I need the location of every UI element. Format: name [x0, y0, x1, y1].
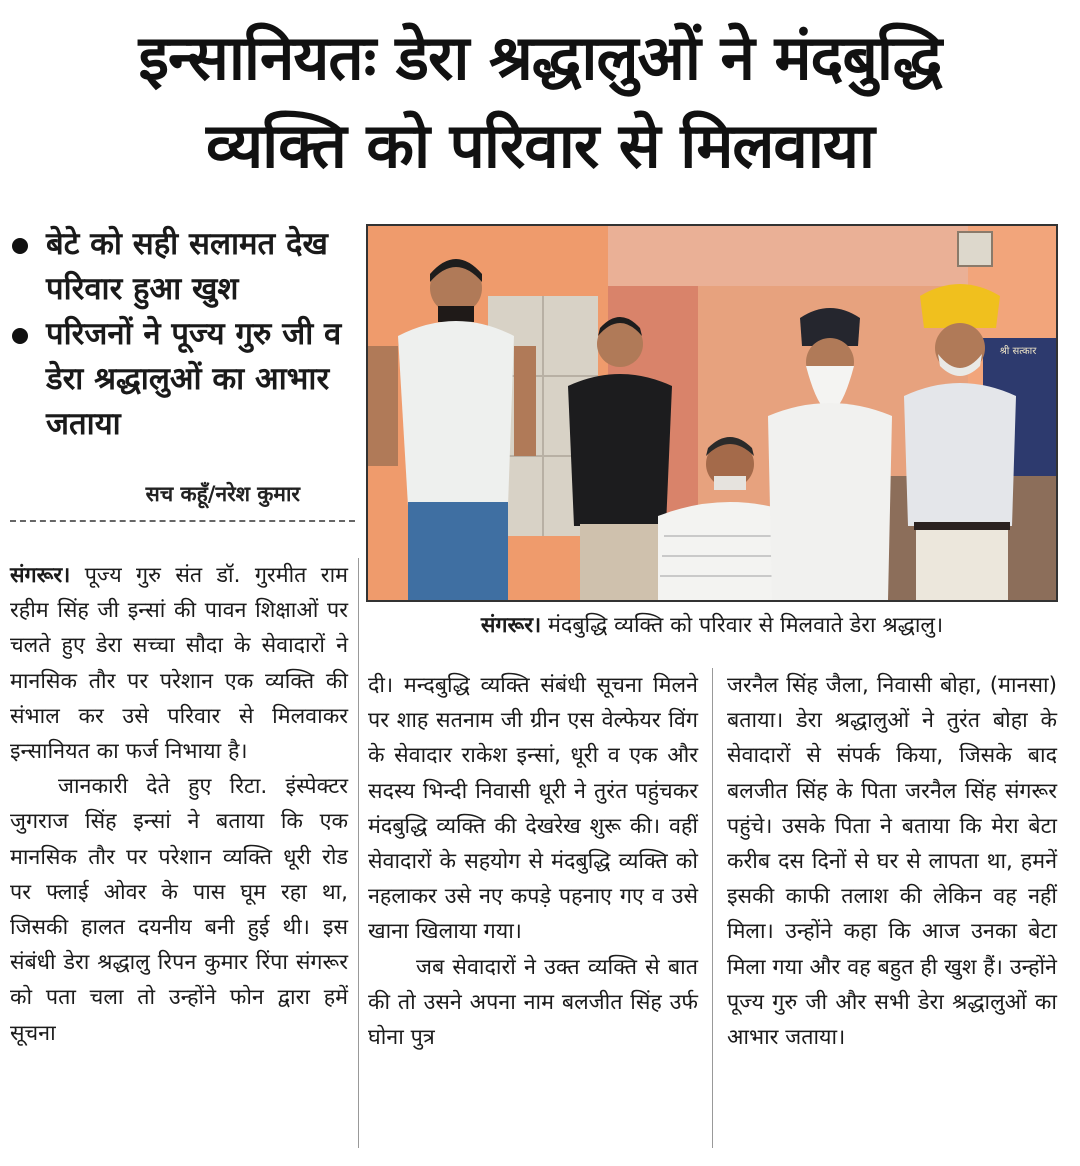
article-paragraph: दी। मन्दबुद्धि व्यक्ति संबंधी सूचना मिलने पर शाह सतनाम जी ग्रीन एस वेल्फेयर विंग के सेवादार राकेश इन्सां, धूरी व एक और सदस्य भिन्दी निवासी धूरी ने तुरंत पहुंचकर मंदबुद्धि व्यक्ति की देखरेख शुरू की। वहीं सेवादारों के सहयोग से मंदबुद्धि व्यक्ति को नहलाकर उसे नए कपड़े पहनाए गए व उसे खाना खिलाया गया।: [368, 673, 698, 945]
summary-bullets: [10, 222, 355, 447]
article-paragraph: [10, 558, 348, 769]
bullet-text: परिजनों ने पूज्य गुरु जी व डेरा श्रद्धालुओं का आभार जताया: [46, 316, 342, 442]
photo-illustration: [368, 226, 1056, 600]
article-text: पूज्य गुरु संत डॉ. गुरमीत राम रहीम सिंह जी इन्सां की पावन शिक्षाओं पर चलते हुए डेरा सच्चा सौदा के सेवादारों ने मानसिक तौर पर परेशान एक व्यक्ति की संभाल कर उसे परिवार से मिलवाकर इन्सानियत का फर्ज निभाया है।: [10, 563, 349, 765]
bullet-item: [10, 222, 355, 312]
article-column-2: [368, 668, 698, 1055]
bullet-text: बेटे को सही सलामत देख परिवार हुआ खुश: [46, 226, 328, 307]
column-divider: [712, 668, 713, 1148]
bullet-dot-icon: [12, 238, 28, 254]
article-paragraph: जब सेवादारों ने उक्त व्यक्ति से बात की तो उसने अपना नाम बलजीत सिंह उर्फ घोना पुत्र: [368, 954, 698, 1051]
byline: सच कहूँ/नरेश कुमार: [145, 482, 300, 506]
dateline: संगरूर।: [10, 563, 71, 588]
dashed-divider: [10, 520, 355, 522]
bullet-item: [10, 312, 355, 447]
article-paragraph: जानकारी देते हुए रिटा. इंस्पेक्टर जुगराज सिंह इन्सां ने बताया कि एक मानसिक तौर पर परेशान व्यक्ति धूरी रोड पर फ्लाई ओवर के पास घूम रहा था, जिसकी हालत दयनीय बनी हुई थी। इस संबंधी डेरा श्रद्धालु रिपन कुमार रिंपा संगरूर को पता चला तो उन्होंने फोन द्वारा हमें सूचना: [10, 774, 348, 1046]
article-column-1: [10, 558, 348, 1051]
column-divider: [358, 558, 359, 1148]
headline: [0, 14, 1080, 190]
bullet-dot-icon: [12, 328, 28, 344]
caption-place: संगरूर।: [480, 613, 542, 638]
headline-line-1: इन्सानियतः डेरा श्रद्धालुओं ने मंदबुद्धि: [138, 21, 942, 94]
caption-text: मंदबुद्धि व्यक्ति को परिवार से मिलवाते डेरा श्रद्धालु।: [547, 613, 944, 638]
photo-caption: [366, 606, 1058, 646]
article-column-3: [727, 668, 1057, 1055]
headline-line-2: व्यक्ति को परिवार से मिलवाया: [206, 109, 874, 182]
poster-text: श्री सत्कार: [999, 346, 1037, 357]
news-photo: [366, 224, 1058, 602]
article-paragraph: जरनैल सिंह जैला, निवासी बोहा, (मानसा) बताया। डेरा श्रद्धालुओं ने तुरंत बोहा के सेवादारों से संपर्क किया, जिसके बाद बलजीत सिंह के पिता जरनैल सिंह संगरूर पहुंचे। उसके पिता ने बताया कि मेरा बेटा करीब दस दिनों से घर से लापता था, हमनें इसकी काफी तलाश की लेकिन वह नहीं मिला। उन्होंने कहा कि आज उनका बेटा मिला गया और वह बहुत ही खुश हैं। उन्होंने पूज्य गुरु जी और सभी डेरा श्रद्धालुओं का आभार जताया।: [727, 673, 1057, 1051]
